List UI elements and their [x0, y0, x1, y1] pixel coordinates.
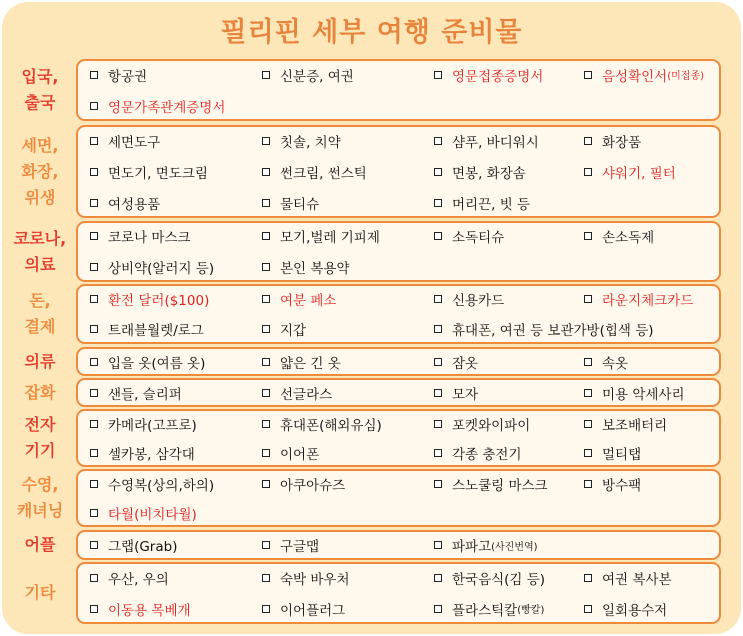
checkbox[interactable]	[584, 449, 592, 457]
checklist-item[interactable]	[434, 593, 544, 624]
checkbox[interactable]	[584, 389, 592, 397]
checklist-item[interactable]	[584, 156, 676, 187]
item-label: 아쿠아슈즈	[280, 477, 346, 494]
item-label: 수영복(상의,하의)	[108, 477, 215, 494]
checkbox[interactable]	[434, 232, 442, 240]
checklist-item[interactable]	[90, 593, 191, 624]
checkbox[interactable]	[90, 389, 98, 397]
item-label: 포켓와이파이	[452, 417, 531, 434]
checklist-item[interactable]	[262, 284, 336, 314]
checkbox[interactable]	[90, 541, 98, 549]
checkbox[interactable]	[262, 263, 270, 271]
checkbox[interactable]	[90, 263, 98, 271]
item-label: 이어플러그	[280, 602, 346, 619]
checkbox[interactable]	[584, 358, 592, 366]
checkbox[interactable]	[434, 420, 442, 428]
item-label: 칫솔, 치약	[280, 134, 341, 151]
checklist-item[interactable]	[90, 469, 214, 498]
checklist-item[interactable]	[584, 284, 693, 314]
checklist-item[interactable]	[584, 409, 667, 438]
item-label: 머리끈, 빗 등	[452, 196, 531, 213]
item-label: 각종 충전기	[452, 446, 522, 463]
checkbox[interactable]	[584, 480, 592, 488]
item-label: 라운지체크카드	[602, 293, 694, 309]
checkbox[interactable]	[434, 574, 442, 582]
checklist-item[interactable]	[90, 378, 182, 407]
item-label: 상비약(알러지 등)	[108, 260, 215, 277]
item-label: 멀티탭	[602, 446, 642, 463]
checkbox[interactable]	[434, 168, 442, 176]
item-label: 일회용수저	[602, 602, 668, 619]
checkbox[interactable]	[90, 574, 98, 582]
checkbox[interactable]	[434, 389, 442, 397]
checkbox[interactable]	[90, 71, 98, 79]
item-label: 셀카봉, 삼각대	[108, 446, 195, 463]
checklist-item[interactable]	[262, 252, 350, 283]
item-note: (사진번역)	[491, 541, 538, 553]
checkbox[interactable]	[262, 541, 270, 549]
section-label: 돈, 결제	[24, 291, 56, 336]
checklist-item[interactable]	[262, 314, 306, 344]
checkbox[interactable]	[434, 325, 442, 333]
checklist-item[interactable]	[584, 347, 628, 376]
item-label: 이어폰	[280, 446, 320, 463]
checklist-item[interactable]	[434, 530, 538, 560]
checkbox[interactable]	[584, 71, 592, 79]
checklist-item[interactable]	[262, 469, 345, 498]
item-label: 샤워기, 필터	[602, 165, 676, 182]
checkbox[interactable]	[262, 137, 270, 145]
section-label: 세면, 화장, 위생	[21, 135, 59, 207]
item-label: 세면도구	[108, 134, 161, 151]
checkbox[interactable]	[262, 295, 270, 303]
item-note: (빵칼)	[517, 605, 545, 616]
item-label: 물티슈	[280, 196, 320, 213]
checkbox[interactable]	[90, 168, 98, 176]
checkbox[interactable]	[262, 420, 270, 428]
item-label: 숙박 바우처	[280, 571, 350, 588]
item-label: 여분 페소	[280, 293, 337, 309]
item-label: 이동용 목베개	[108, 602, 191, 619]
checkbox[interactable]	[262, 358, 270, 366]
checkbox[interactable]	[434, 541, 442, 549]
checkbox[interactable]	[584, 168, 592, 176]
checklist-item[interactable]	[90, 125, 160, 156]
checklist-item[interactable]	[434, 378, 478, 407]
item-label: 샴푸, 바디워시	[452, 134, 539, 151]
item-label: 한국음식(김 등)	[452, 571, 546, 588]
checklist-item[interactable]	[262, 59, 354, 90]
item-label: 지갑	[280, 323, 307, 339]
item-note: (미접종)	[667, 71, 705, 82]
checkbox[interactable]	[90, 295, 98, 303]
checklist-item[interactable]	[90, 59, 147, 90]
checklist-item[interactable]	[434, 314, 654, 344]
item-label: 속옷	[602, 355, 629, 372]
item-label: 트래블월렛/로그	[108, 323, 204, 339]
checkbox[interactable]	[434, 295, 442, 303]
checkbox[interactable]	[434, 71, 442, 79]
item-label: 모기,벌레 기피제	[280, 230, 380, 247]
checkbox[interactable]	[90, 605, 98, 613]
item-label: 항공권	[108, 68, 148, 85]
item-label: 영문가족관계증명서	[108, 99, 226, 116]
item-label: 신분증, 여권	[280, 68, 354, 85]
checklist-item[interactable]	[90, 562, 169, 593]
checkbox[interactable]	[262, 574, 270, 582]
checkbox[interactable]	[262, 325, 270, 333]
checkbox[interactable]	[90, 509, 98, 517]
item-label: 환전 달러($100)	[108, 293, 210, 309]
checklist-item[interactable]	[434, 125, 539, 156]
checklist-item[interactable]	[262, 347, 341, 376]
item-label: 스노쿨링 마스크	[452, 477, 548, 494]
checklist-item[interactable]	[262, 378, 332, 407]
checkbox[interactable]	[90, 420, 98, 428]
section-label: 의류	[24, 351, 56, 371]
checkbox[interactable]	[434, 137, 442, 145]
item-label: 선글라스	[280, 386, 333, 403]
checklist-item[interactable]	[434, 438, 522, 467]
checklist-item[interactable]	[584, 221, 654, 252]
item-label: 음성확인서	[602, 68, 668, 85]
checkbox[interactable]	[262, 168, 270, 176]
checklist-item[interactable]	[434, 221, 504, 252]
item-label: 파파고	[452, 539, 492, 555]
checkbox[interactable]	[90, 102, 98, 110]
checklist-item[interactable]	[90, 347, 205, 376]
checkbox[interactable]	[434, 199, 442, 207]
checklist-item[interactable]	[90, 498, 197, 527]
checklist-item[interactable]	[262, 125, 341, 156]
item-label: 잠옷	[452, 355, 479, 372]
item-label: 방수팩	[602, 477, 642, 494]
checklist-item[interactable]	[434, 284, 504, 314]
checklist-item[interactable]	[262, 221, 380, 252]
item-label: 타월(비치타월)	[108, 506, 197, 523]
checklist-item[interactable]	[262, 187, 319, 218]
checklist-item[interactable]	[434, 562, 545, 593]
item-label: 구글맵	[280, 539, 320, 555]
section-label: 입국, 출국	[21, 67, 59, 112]
section-label: 잡화	[24, 382, 56, 402]
item-label: 면도기, 면도크림	[108, 165, 208, 182]
item-label: 여권 복사본	[602, 571, 672, 588]
item-label: 그랩(Grab)	[108, 539, 178, 555]
item-label: 모자	[452, 386, 479, 403]
checkbox[interactable]	[90, 232, 98, 240]
checklist-item[interactable]	[90, 252, 214, 283]
item-label: 썬크림, 썬스틱	[280, 165, 367, 182]
item-label: 코로나 마스크	[108, 230, 191, 247]
checklist-item[interactable]	[584, 59, 704, 90]
checklist-item[interactable]	[584, 469, 641, 498]
checkbox[interactable]	[90, 325, 98, 333]
checkbox[interactable]	[434, 605, 442, 613]
section-label: 코로나, 의료	[13, 228, 67, 274]
checklist-item[interactable]	[90, 156, 208, 187]
checklist-item[interactable]	[262, 593, 345, 624]
checklist-item[interactable]	[90, 284, 209, 314]
checkbox[interactable]	[262, 199, 270, 207]
checklist-item[interactable]	[90, 187, 160, 218]
item-label: 우산, 우의	[108, 571, 169, 588]
item-label: 휴대폰(해외유심)	[280, 417, 382, 434]
item-label: 얇은 긴 옷	[280, 355, 341, 372]
checkbox[interactable]	[434, 358, 442, 366]
section-label: 전자 기기	[24, 415, 56, 460]
checkbox[interactable]	[262, 449, 270, 457]
checkbox[interactable]	[262, 232, 270, 240]
checklist-item[interactable]	[584, 378, 685, 407]
checklist-item[interactable]	[434, 469, 548, 498]
checklist-item[interactable]	[90, 409, 197, 438]
checkbox[interactable]	[584, 295, 592, 303]
checkbox[interactable]	[262, 389, 270, 397]
checklist-item[interactable]	[90, 221, 191, 252]
checklist-item[interactable]	[434, 59, 543, 90]
checklist-item[interactable]	[90, 530, 177, 560]
checkbox[interactable]	[584, 574, 592, 582]
checklist-item[interactable]	[434, 409, 530, 438]
checklist-item[interactable]	[584, 593, 667, 624]
checklist-item[interactable]	[434, 187, 530, 218]
item-label: 입을 옷(여름 옷)	[108, 355, 206, 372]
item-label: 미용 악세사리	[602, 386, 685, 403]
checkbox[interactable]	[262, 480, 270, 488]
item-label: 플라스틱칼	[452, 602, 518, 619]
checklist-item[interactable]	[584, 125, 641, 156]
checkbox[interactable]	[90, 137, 98, 145]
item-label: 영문접종증명서	[452, 68, 544, 85]
checkbox[interactable]	[584, 605, 592, 613]
checklist-item[interactable]	[262, 409, 382, 438]
checkbox[interactable]	[262, 605, 270, 613]
checkbox[interactable]	[90, 449, 98, 457]
checkbox[interactable]	[90, 480, 98, 488]
section-label: 기타	[24, 583, 56, 602]
checkbox[interactable]	[262, 71, 270, 79]
item-label: 손소독제	[602, 230, 655, 247]
section-label: 어플	[24, 535, 56, 554]
checkbox[interactable]	[434, 449, 442, 457]
checklist-item[interactable]	[262, 562, 350, 593]
checklist-item[interactable]	[262, 530, 319, 560]
checklist-item[interactable]	[90, 314, 204, 344]
checklist-item[interactable]	[90, 90, 225, 121]
checklist-item[interactable]	[262, 156, 367, 187]
checklist-item[interactable]	[90, 438, 195, 467]
item-label: 본인 복용약	[280, 260, 350, 277]
checkbox[interactable]	[434, 480, 442, 488]
item-label: 여성용품	[108, 196, 161, 213]
checklist-item[interactable]	[434, 156, 526, 187]
checkbox[interactable]	[90, 358, 98, 366]
item-label: 샌들, 슬리퍼	[108, 386, 182, 403]
checkbox[interactable]	[584, 420, 592, 428]
checklist-item[interactable]	[434, 347, 478, 376]
checklist-item[interactable]	[262, 438, 319, 467]
item-label: 소독티슈	[452, 230, 505, 247]
checkbox[interactable]	[584, 232, 592, 240]
item-label: 휴대폰, 여권 등 보관가방(힙색 등)	[452, 323, 654, 339]
checkbox[interactable]	[584, 137, 592, 145]
item-label: 면봉, 화장솜	[452, 165, 526, 182]
checkbox[interactable]	[90, 199, 98, 207]
page-title: 필리핀 세부 여행 준비물	[220, 17, 523, 48]
section-label: 수영, 캐녀닝	[16, 475, 64, 520]
checklist-item[interactable]	[584, 562, 672, 593]
checklist-item[interactable]	[584, 438, 641, 467]
item-label: 보조배터리	[602, 417, 668, 434]
item-label: 신용카드	[452, 293, 505, 309]
item-label: 화장품	[602, 134, 642, 151]
item-label: 카메라(고프로)	[108, 417, 197, 434]
